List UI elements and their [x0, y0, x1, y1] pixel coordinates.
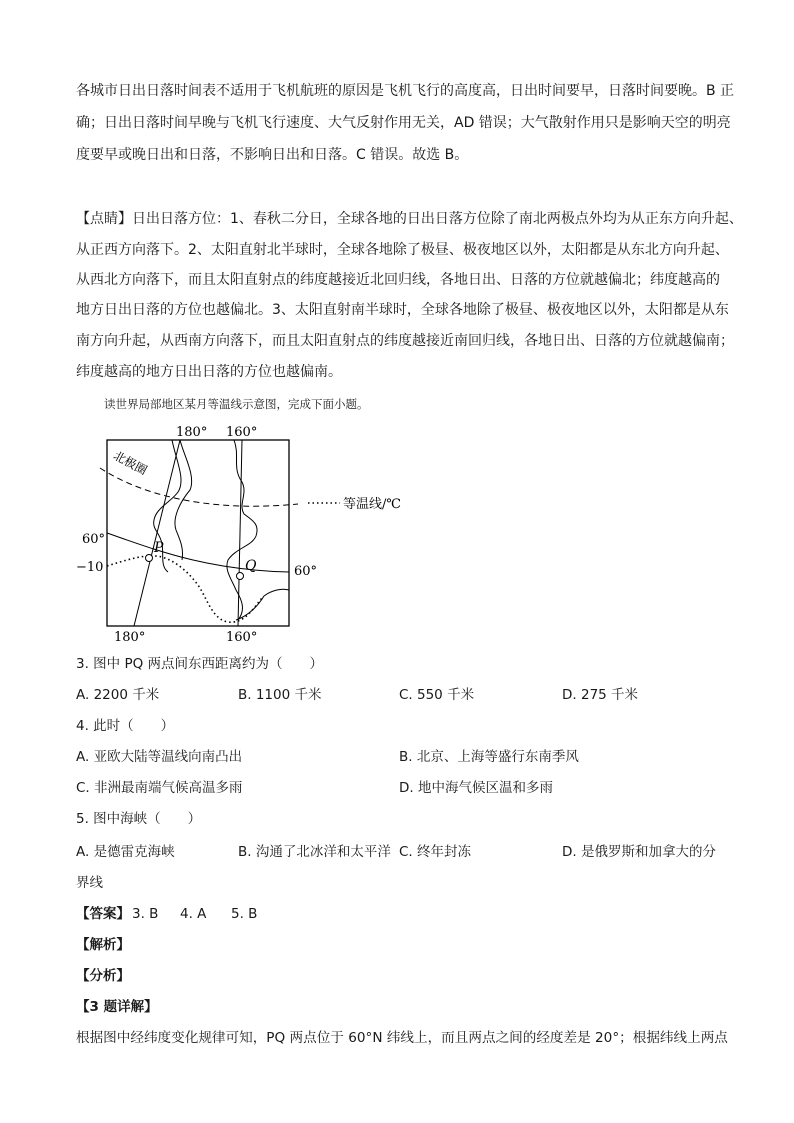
- answer-label: 【答案】: [76, 906, 130, 922]
- point-p-marker: [146, 555, 153, 562]
- tip-line4: 地方日出日落的方位也越偏北。3、太阳直射南半球时，全球各地除了极昼、极夜地区以外，太阳都是从东: [76, 302, 729, 318]
- label-top-180: 180°: [176, 425, 208, 440]
- answer-4: 4. A: [180, 906, 207, 922]
- analysis-label: 【解析】: [76, 937, 130, 953]
- map-intro: 读世界局部地区某月等温线示意图，完成下面小题。: [104, 397, 369, 411]
- label-left-60: 60°: [82, 532, 106, 547]
- label-point-p: P: [154, 540, 164, 556]
- detail-label: 【3 题详解】: [76, 999, 158, 1015]
- label-bottom-180: 180°: [114, 630, 146, 645]
- q3-option-c: C. 550 千米: [399, 687, 475, 703]
- label-point-q: Q: [245, 558, 257, 574]
- latitude-60: [107, 533, 289, 572]
- legend-label: 等温线/℃: [343, 497, 401, 512]
- para1-line1: 各城市日出日落时间表不适用于飞机航班的原因是飞机飞行的高度高，日出时间要早，日落时间要晚。B 正: [76, 83, 735, 99]
- label-arctic-circle: 北极圈: [111, 448, 150, 478]
- q3-option-a: A. 2200 千米: [76, 687, 160, 703]
- label-left-minus10: −10: [76, 560, 104, 575]
- tip-line5: 南方向升起，从西南方向落下，而且太阳直射点的纬度越接近南回归线，各地日出、日落的方位就越偏南；: [76, 333, 734, 349]
- fenxi-label: 【分析】: [76, 968, 130, 984]
- q5-option-d-continued: 界线: [76, 875, 103, 891]
- q3-option-d: D. 275 千米: [562, 687, 639, 703]
- label-right-60: 60°: [294, 564, 318, 579]
- q5-option-a: A. 是德雷克海峡: [76, 844, 175, 860]
- q3-option-b: B. 1100 千米: [238, 687, 322, 703]
- q5-stem: 5. 图中海峡（ ）: [76, 811, 202, 827]
- tip-line3: 从西北方向落下，而且太阳直射点的纬度越接近北回归线，各地日出、日落的方位就越偏北；纬度越高的: [76, 272, 720, 288]
- isotherm-map: [76, 420, 406, 650]
- label-top-160: 160°: [226, 425, 258, 440]
- tip-line2: 从正西方向落下。2、太阳直射北半球时，全球各地除了极昼、极夜地区以外，太阳都是从东北方向升起、: [76, 242, 729, 258]
- q5-option-b: B. 沟通了北冰洋和太平洋: [238, 844, 391, 860]
- label-bottom-160: 160°: [226, 630, 258, 645]
- tip-line6: 纬度越高的地方日出日落的方位也越偏南。: [76, 364, 342, 380]
- tip-line1: 【点睛】日出日落方位：1、春秋二分日，全球各地的日出日落方位除了南北两极点外均为从正东方向升起、: [76, 211, 743, 227]
- para1-line3: 度要早或晚日出和日落，不影响日出和日落。C 错误。故选 B。: [76, 147, 469, 163]
- answer-3: 3. B: [132, 906, 159, 922]
- para1-line2: 确；日出日落时间早晚与飞机飞行速度、大气反射作用无关，AD 错误；大气散射作用只是影响天空的明亮: [76, 115, 731, 131]
- coastline: [154, 440, 289, 620]
- arctic-circle-line: [100, 468, 298, 506]
- q4-option-d: D. 地中海气候区温和多雨: [399, 780, 553, 796]
- q4-stem: 4. 此时（ ）: [76, 718, 175, 734]
- q5-option-d: D. 是俄罗斯和加拿大的分: [562, 844, 716, 860]
- q4-option-c: C. 非洲最南端气候高温多雨: [76, 780, 243, 796]
- answer-5: 5. B: [231, 906, 258, 922]
- q3-stem: 3. 图中 PQ 两点间东西距离约为（ ）: [76, 656, 324, 672]
- detail-line1: 根据图中经纬度变化规律可知，PQ 两点位于 60°N 纬线上，而且两点之间的经度差是 20°；根据纬线上两点: [76, 1030, 728, 1046]
- q4-option-a: A. 亚欧大陆等温线向南凸出: [76, 749, 243, 765]
- point-q-marker: [237, 573, 244, 580]
- q4-option-b: B. 北京、上海等盛行东南季风: [399, 749, 579, 765]
- q5-option-c: C. 终年封冻: [399, 844, 472, 860]
